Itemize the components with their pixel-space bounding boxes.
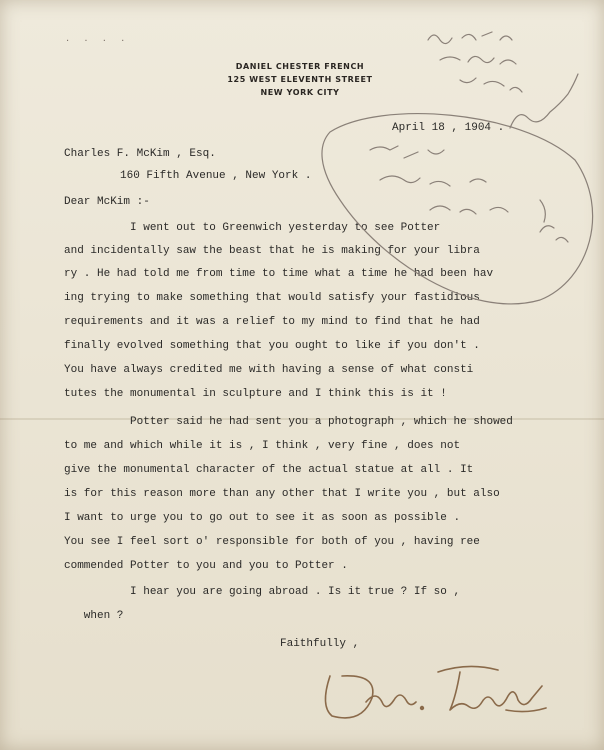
closing: Faithfully ,: [280, 638, 360, 650]
body-line: to me and which while it is , I think , very fine , does not: [64, 440, 461, 452]
letterhead-city: NEW YORK CITY: [260, 88, 340, 97]
body-line: I hear you are going abroad . Is it true ? If so ,: [64, 586, 461, 598]
letterhead-street: 125 WEST ELEVENTH STREET: [227, 75, 373, 84]
body-line: give the monumental character of the actual statue at all . It: [64, 464, 474, 476]
body-line: I want to urge you to go out to see it as soon as possible .: [64, 512, 461, 524]
pencil-squiggle-1: [428, 32, 512, 44]
body-line: I went out to Greenwich yesterday to see Potter: [64, 222, 441, 234]
body-line: is for this reason more than any other that I write you , but also: [64, 488, 500, 500]
pencil-squiggle-7: [540, 226, 568, 242]
pencil-squiggle-6: [430, 200, 545, 222]
letterhead-name: DANIEL CHESTER FRENCH: [235, 62, 365, 71]
body-line: finally evolved something that you ought to like if you don't .: [64, 340, 480, 352]
body-line: and incidentally saw the beast that he is making for your libra: [64, 245, 480, 257]
pencil-squiggle-3: [460, 78, 522, 92]
body-line: tutes the monumental in sculpture and I think this is it !: [64, 388, 447, 400]
body-line: You see I feel sort o' responsible for both of you , having ree: [64, 536, 480, 548]
body-line: commended Potter to you and you to Potter .: [64, 560, 348, 572]
body-line: requirements and it was a relief to my mind to find that he had: [64, 316, 480, 328]
recipient-address: 160 Fifth Avenue , New York .: [120, 170, 312, 182]
body-line: ing trying to make something that would satisfy your fastidious: [64, 292, 480, 304]
pencil-squiggle-5: [380, 176, 486, 186]
pencil-note-saymour: [510, 74, 578, 128]
body-line: ry . He had told me from time to time what a time he had been hav: [64, 268, 494, 280]
body-line: Potter said he had sent you a photograph , which he showed: [64, 416, 513, 428]
body-line: when ?: [64, 610, 124, 622]
recipient-name: Charles F. McKim , Esq.: [64, 148, 216, 160]
salutation: Dear McKim :-: [64, 196, 150, 208]
body-line: You have always credited me with having a sense of what consti: [64, 364, 474, 376]
pencil-marks: · · · ·: [66, 36, 131, 47]
signature: [310, 658, 550, 728]
pencil-squiggle-2: [440, 56, 516, 64]
pencil-squiggle-4: [370, 146, 444, 158]
letter-date: April 18 , 1904 .: [392, 122, 505, 134]
pencil-oval: [322, 114, 593, 304]
